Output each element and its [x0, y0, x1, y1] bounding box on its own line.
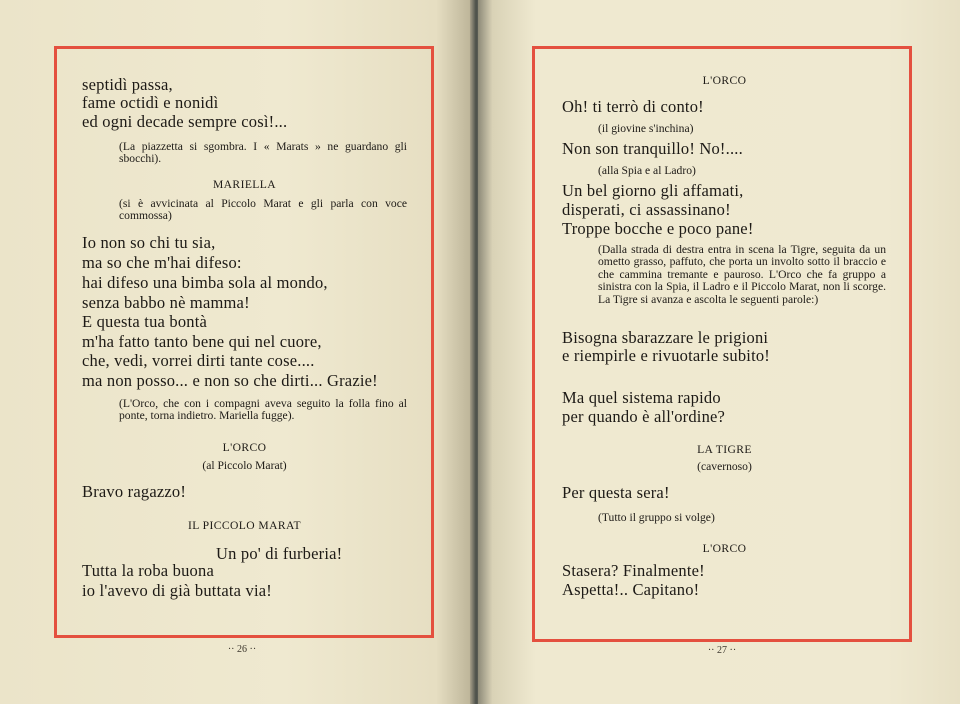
verse-line: E questa tua bontà: [82, 312, 208, 331]
stage-direction: (Tutto il gruppo si volge): [598, 511, 715, 524]
page-number: ·· 26 ··: [227, 644, 257, 655]
stage-direction: (L'Orco, che con i compagni aveva seguito la folla fino al ponte, torna indietro. Mariella fugge).: [119, 397, 407, 423]
stage-direction: (Dalla strada di destra entra in scena la Tigre, seguita da un ometto grasso, paffuto, che porta un involto sotto il braccio e che cammina tremante e pauroso. L'Orco che fa gruppo a sinistra con la Spia, il Ladro e il Piccolo Marat, non li scorge. La Tigre si avanza e ascolta le seguenti parole:): [598, 243, 886, 306]
verse-line: per quando è all'ordine?: [562, 407, 726, 426]
verse-line: ed ogni decade sempre così!...: [82, 112, 288, 131]
verse-line: senza babbo nè mamma!: [82, 293, 250, 312]
speaker-name: L'ORCO: [702, 74, 747, 87]
verse-line: io l'avevo di già buttata via!: [82, 581, 272, 600]
verse-line: e riempirle e rivuotarle subito!: [562, 346, 770, 365]
verse-line: che, vedi, vorrei dirti tante cose....: [82, 351, 315, 370]
verse-line: Non son tranquillo! No!....: [562, 139, 743, 158]
speaker-name: L'ORCO: [702, 542, 747, 555]
right-page: [478, 0, 960, 704]
stage-direction: (il giovine s'inchina): [598, 122, 694, 135]
verse-line: ma non posso... e non so che dirti... Grazie!: [82, 371, 378, 390]
stage-direction: (si è avvicinata al Piccolo Marat e gli parla con voce commossa): [119, 197, 407, 223]
left-page: [0, 0, 474, 704]
verse-line: disperati, ci assassinano!: [562, 200, 731, 219]
page-number: ·· 27 ··: [707, 645, 737, 656]
verse-line: Un po' di furberia!: [216, 544, 343, 563]
speaker-name: L'ORCO: [222, 441, 267, 454]
stage-direction: (al Piccolo Marat): [202, 459, 287, 472]
verse-line: ma so che m'hai difeso:: [82, 253, 242, 272]
speaker-name: IL PICCOLO MARAT: [188, 519, 301, 532]
stage-direction: (cavernoso): [697, 460, 752, 473]
verse-line: Un bel giorno gli affamati,: [562, 181, 744, 200]
stage-direction: (alla Spia e al Ladro): [598, 164, 696, 177]
verse-line: Bravo ragazzo!: [82, 482, 187, 501]
verse-line: fame octidì e nonidì: [82, 93, 219, 112]
verse-line: Bisogna sbarazzare le prigioni: [562, 328, 769, 347]
verse-line: Troppe bocche e poco pane!: [562, 219, 754, 238]
stage-direction: (La piazzetta si sgombra. I « Marats » ne guardano gli sbocchi).: [119, 140, 407, 166]
verse-line: Oh! ti terrò di conto!: [562, 97, 704, 116]
speaker-name: MARIELLA: [212, 178, 277, 191]
verse-line: Per questa sera!: [562, 483, 670, 502]
verse-line: Aspetta!.. Capitano!: [562, 580, 700, 599]
speaker-name: LA TIGRE: [697, 443, 752, 456]
verse-line: m'ha fatto tanto bene qui nel cuore,: [82, 332, 322, 351]
verse-line: Tutta la roba buona: [82, 561, 214, 580]
verse-line: septidì passa,: [82, 75, 173, 94]
verse-line: Stasera? Finalmente!: [562, 561, 705, 580]
verse-line: Ma quel sistema rapido: [562, 388, 721, 407]
verse-line: Io non so chi tu sia,: [82, 233, 216, 252]
verse-line: hai difeso una bimba sola al mondo,: [82, 273, 328, 292]
